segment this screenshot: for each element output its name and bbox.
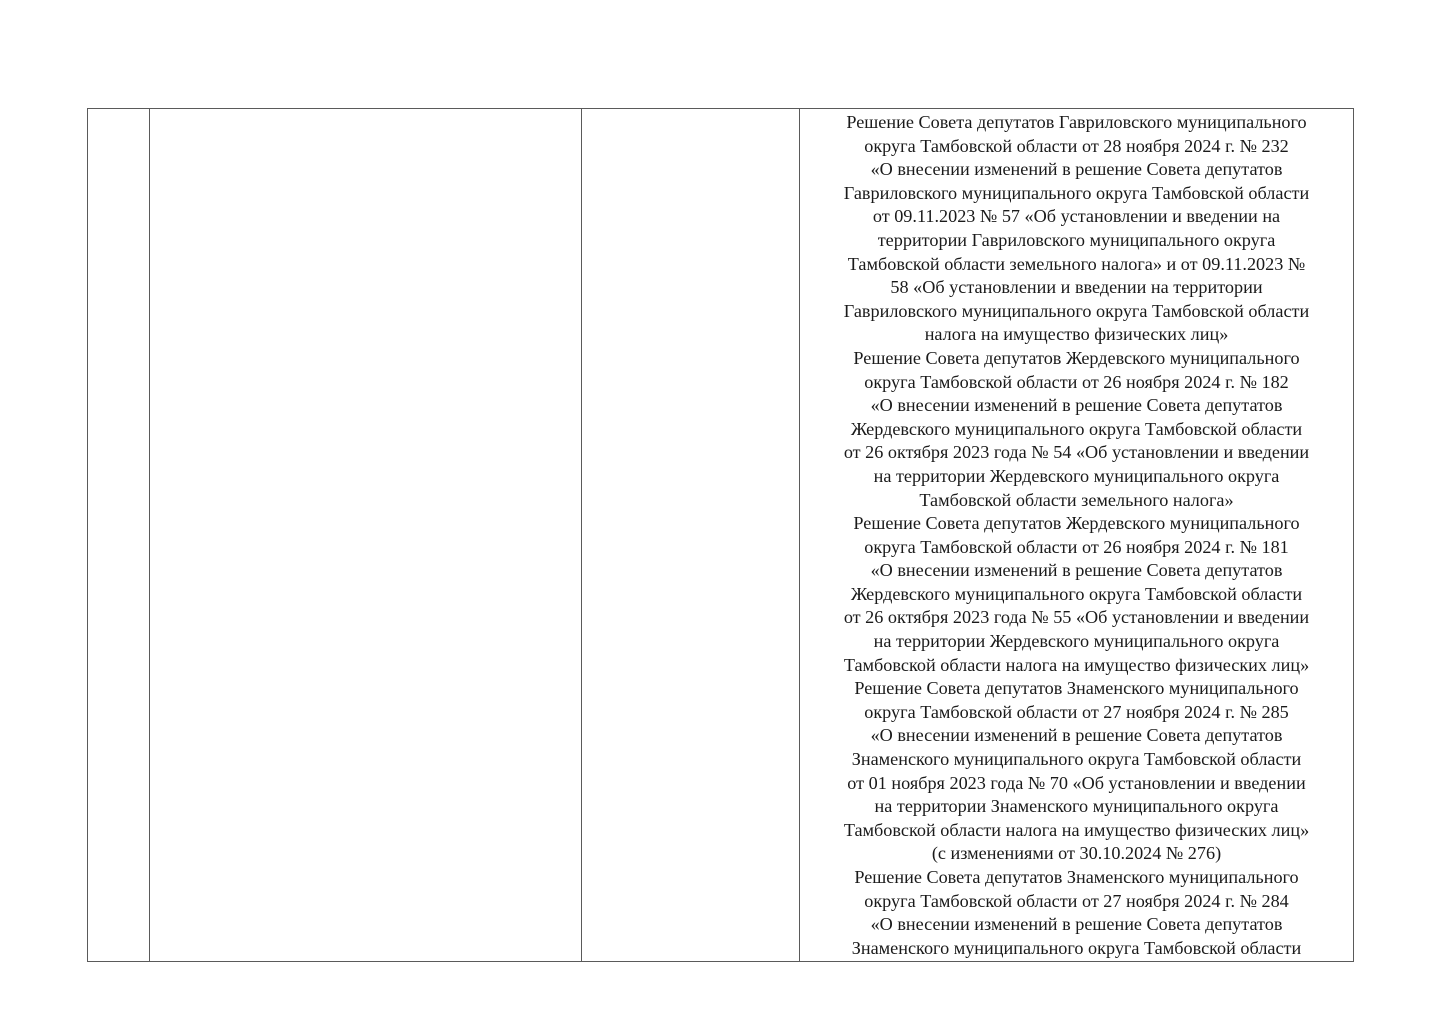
text-line: Жердевского муниципального округа Тамбовской области: [850, 583, 1303, 604]
text-line: Тамбовской области налога на имущество физических лиц»: [843, 819, 1310, 840]
text-line: Решение Совета депутатов Жердевского муниципального: [853, 513, 1300, 534]
text-line: округа Тамбовской области от 26 ноября 2024 г. № 182: [864, 371, 1289, 392]
text-line: на территории Знаменского муниципального округа: [874, 796, 1279, 817]
text-line: от 26 октября 2023 года № 54 «Об установлении и введении: [843, 442, 1310, 463]
legal-acts-text: [800, 109, 1353, 961]
text-line: от 26 октября 2023 года № 55 «Об установлении и введении: [843, 607, 1310, 628]
text-line: округа Тамбовской области от 26 ноября 2024 г. № 181: [864, 536, 1289, 557]
text-line: округа Тамбовской области от 27 ноября 2024 г. № 285: [864, 701, 1289, 722]
text-line: Решение Совета депутатов Гавриловского муниципального: [846, 112, 1307, 132]
text-line: на территории Жердевского муниципального округа: [873, 631, 1280, 652]
text-line: Решение Совета депутатов Знаменского муниципального: [854, 867, 1299, 887]
text-line: Гавриловского муниципального округа Тамбовской области: [843, 300, 1310, 321]
text-line: на территории Жердевского муниципального округа: [873, 465, 1280, 486]
text-line: «О внесении изменений в решение Совета депутатов: [870, 560, 1283, 581]
text-line: Знаменского муниципального округа Тамбовской области: [851, 937, 1302, 958]
table-cell-number: [88, 109, 150, 962]
text-line: округа Тамбовской области от 27 ноября 2024 г. № 284: [864, 890, 1289, 911]
text-line: Тамбовской области земельного налога»: [919, 489, 1234, 510]
table-cell-legal-acts: [800, 109, 1354, 962]
text-line: 58 «Об установлении и введении на территории: [890, 277, 1263, 298]
table-cell-name: [150, 109, 582, 962]
text-line: Жердевского муниципального округа Тамбовской области: [850, 418, 1303, 439]
text-line: «О внесении изменений в решение Совета депутатов: [870, 914, 1283, 935]
table-row: [88, 109, 1354, 962]
text-line: Решение Совета депутатов Знаменского муниципального: [854, 678, 1299, 699]
text-line: «О внесении изменений в решение Совета депутатов: [870, 725, 1283, 746]
text-line: «О внесении изменений в решение Совета депутатов: [870, 395, 1283, 416]
text-line: Тамбовской области налога на имущество физических лиц»: [843, 654, 1310, 675]
text-line: от 09.11.2023 № 57 «Об установлении и введении на: [872, 206, 1281, 227]
text-line: Тамбовской области земельного налога» и от 09.11.2023 №: [847, 253, 1306, 274]
table-cell-middle: [582, 109, 800, 962]
text-line: от 01 ноября 2023 года № 70 «Об установлении и введении: [847, 772, 1306, 793]
document-table: [87, 108, 1354, 962]
text-line: округа Тамбовской области от 28 ноября 2024 г. № 232: [864, 135, 1289, 156]
text-line: «О внесении изменений в решение Совета депутатов: [870, 159, 1283, 180]
text-line: Знаменского муниципального округа Тамбовской области: [851, 749, 1302, 770]
text-line: Решение Совета депутатов Жердевского муниципального: [853, 347, 1300, 368]
text-line: (с изменениями от 30.10.2024 № 276): [931, 843, 1222, 864]
text-line: Гавриловского муниципального округа Тамбовской области: [843, 182, 1310, 203]
text-line: налога на имущество физических лиц»: [924, 324, 1229, 345]
text-line: территории Гавриловского муниципального округа: [877, 229, 1276, 250]
